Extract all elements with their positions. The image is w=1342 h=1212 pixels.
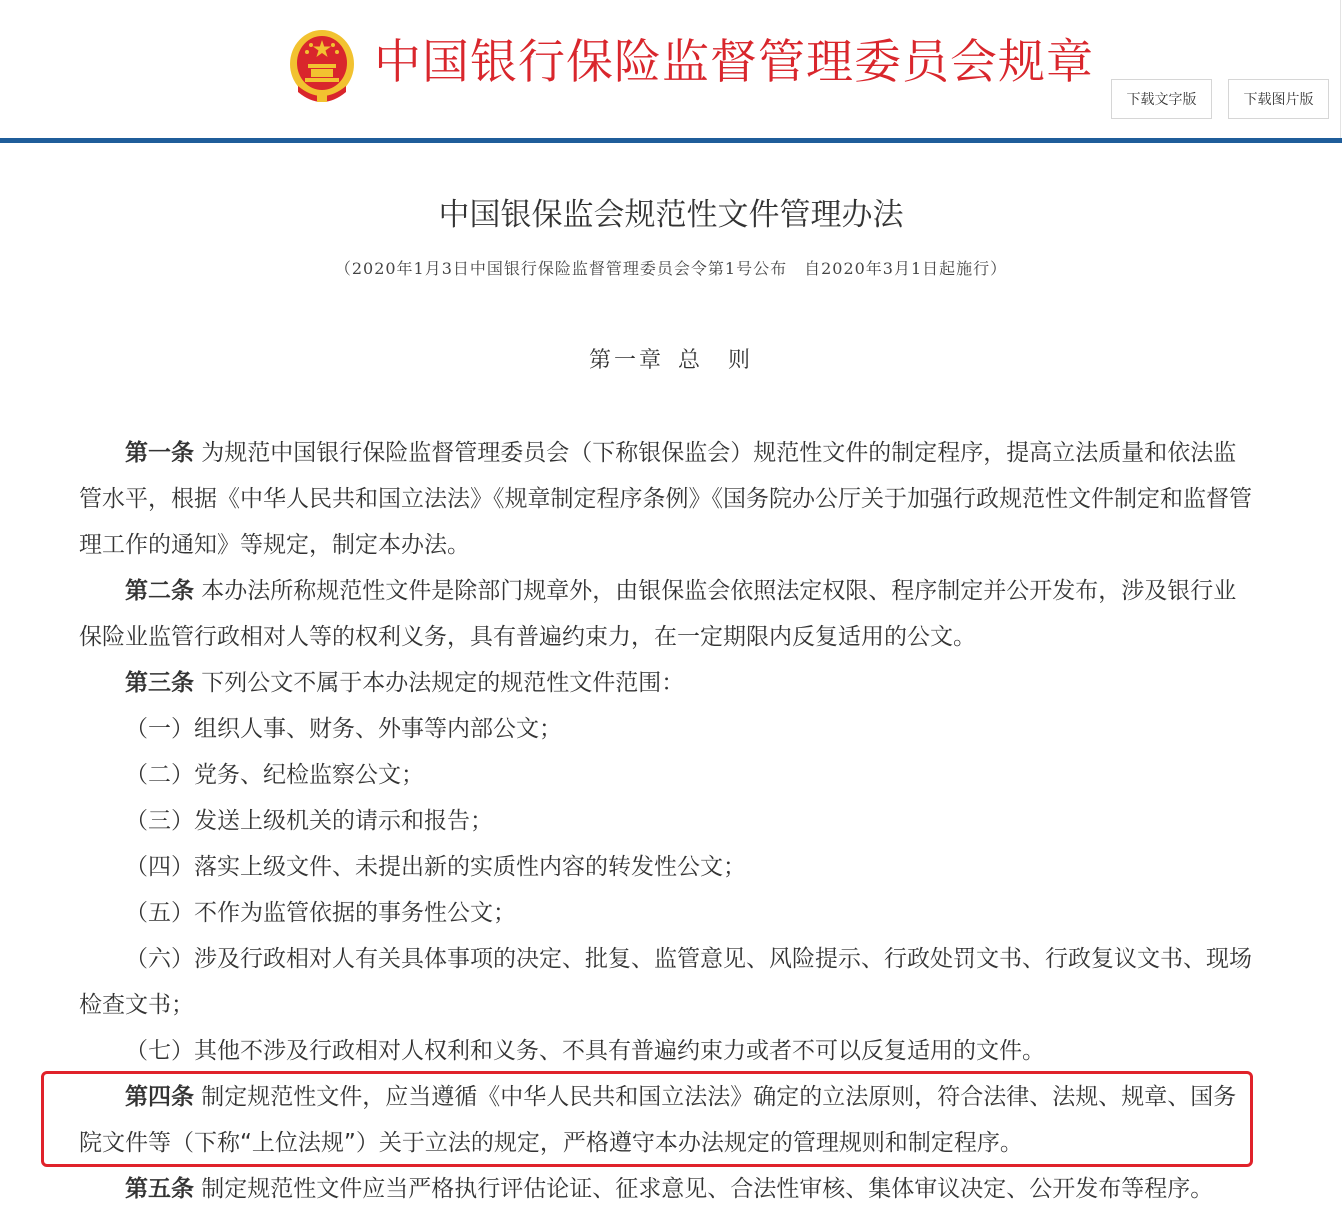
list-item: （三）发送上级机关的请示和报告；: [125, 808, 493, 834]
list-item: （七）其他不涉及行政相对人权利和义务、不具有普遍约束力或者不可以反复适用的文件。: [125, 1038, 1045, 1064]
chapter-number: 第一章: [588, 348, 664, 373]
article-4: [79, 1074, 1255, 1166]
document-body: [79, 430, 1255, 1212]
article-text: 下列公文不属于本办法规定的规范性文件范围：: [194, 670, 685, 696]
list-item: （四）落实上级文件、未提出新的实质性内容的转发性公文；: [125, 854, 746, 880]
download-image-version-button[interactable]: 下载图片版: [1228, 79, 1329, 119]
header-right-rule: [1340, 0, 1341, 138]
list-item: （五）不作为监管依据的事务性公文；: [125, 900, 516, 926]
article-text: 制定规范性文件应当严格执行评估论证、征求意见、合法性审核、集体审议决定、公开发布等程序。: [194, 1176, 1214, 1202]
chapter-heading: [0, 344, 1342, 378]
header-divider: [0, 138, 1342, 143]
article-5: [79, 1166, 1255, 1212]
article-3: [79, 660, 1255, 706]
article-label: 第一条: [125, 440, 194, 466]
article-text: 本办法所称规范性文件是除部门规章外，由银保监会依照法定权限、程序制定并公开发布，涉及银行业保险业监管行政相对人等的权利义务，具有普遍约束力，在一定期限内反复适用的公文。: [79, 578, 1237, 650]
page-header: [0, 0, 1342, 145]
site-title: 中国银行保险监督管理委员会规章: [374, 35, 1094, 90]
list-item: （一）组织人事、财务、外事等内部公文；: [125, 716, 562, 742]
article-2: [79, 568, 1255, 660]
document-title: 中国银保监会规范性文件管理办法: [438, 197, 904, 233]
article-label: 第三条: [125, 670, 194, 696]
download-text-version-button[interactable]: 下载文字版: [1111, 79, 1212, 119]
national-emblem-icon: [288, 28, 356, 104]
article-text: 制定规范性文件，应当遵循《中华人民共和国立法法》确定的立法原则，符合法律、法规、规章、国务院文件等（下称“上位法规”）关于立法的规定，严格遵守本办法规定的管理规则和制定程序。: [79, 1084, 1237, 1156]
article-label: 第四条: [125, 1084, 194, 1110]
article-1: [79, 430, 1255, 568]
article-text: 为规范中国银行保险监督管理委员会（下称银保监会）规范性文件的制定程序，提高立法质量和依法监管水平，根据《中华人民共和国立法法》《规章制定程序条例》《国务院办公厅关于加强行政规范性文件制定和监督管理工作的通知》等规定，制定本办法。: [79, 440, 1252, 558]
article-label: 第五条: [125, 1176, 194, 1202]
document-subtitle: （2020年1月3日中国银行保险监督管理委员会令第1号公布 自2020年3月1日起施行）: [334, 259, 1008, 278]
chapter-name: 总 则: [678, 348, 754, 373]
article-label: 第二条: [125, 578, 194, 604]
list-item: （六）涉及行政相对人有关具体事项的决定、批复、监管意见、风险提示、行政处罚文书、行政复议文书、现场检查文书；: [79, 946, 1252, 1018]
list-item: （二）党务、纪检监察公文；: [125, 762, 424, 788]
